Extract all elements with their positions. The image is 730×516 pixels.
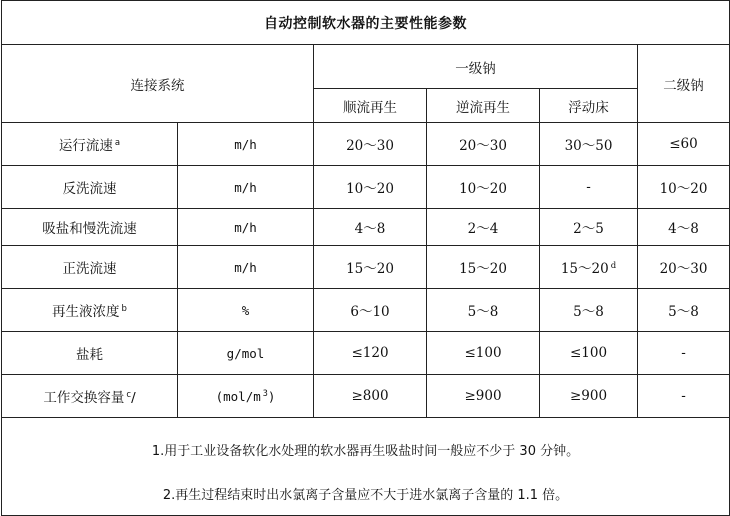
header-cocurrent-regeneration: 顺流再生: [314, 89, 427, 123]
value-cell: 4～8: [638, 209, 730, 246]
row-label: 再生液浓度 $^b$: [2, 289, 178, 332]
footnote-marker: c: [126, 390, 132, 400]
header-countercurrent-regeneration: 逆流再生: [427, 89, 540, 123]
value-cell: 15～20: [427, 246, 540, 289]
value-cell: 30～50: [540, 123, 638, 166]
unit-cell: m/h: [178, 209, 314, 246]
performance-table: [1, 0, 730, 516]
header-second-stage-sodium: 二级钠: [638, 45, 730, 123]
unit-cell: m/h: [178, 166, 314, 209]
row-label: 运行流速 $^a$: [2, 123, 178, 166]
value-cell: 5～8: [638, 289, 730, 332]
row-label: 盐耗: [2, 332, 178, 375]
header-first-stage-sodium: 一级钠: [314, 45, 638, 89]
table-title: 自动控制软水器的主要性能参数: [2, 1, 730, 45]
table-row: [2, 246, 730, 289]
row-label: 反洗流速: [2, 166, 178, 209]
row-label: 吸盐和慢洗流速: [2, 209, 178, 246]
table-row: [2, 289, 730, 332]
value-cell: 2～5: [540, 209, 638, 246]
value-cell: ≤60: [638, 123, 730, 166]
value-cell: ≤100: [427, 332, 540, 375]
footnote-marker: b: [121, 304, 127, 314]
header-connection-system: 连接系统: [2, 45, 314, 123]
unit-cell: m/h: [178, 123, 314, 166]
value-cell: 6～10: [314, 289, 427, 332]
value-cell: 2～4: [427, 209, 540, 246]
value-cell: ≤100: [540, 332, 638, 375]
note-item: 2.再生过程结束时出水氯离子含量应不大于进水氯离子含量的 1.1 倍。: [162, 487, 569, 503]
value-cell: -: [540, 166, 638, 209]
table-row: [2, 375, 730, 418]
value-cell: -: [638, 332, 730, 375]
value-cell: 20～30: [638, 246, 730, 289]
table-row: [2, 209, 730, 246]
row-label: 正洗流速: [2, 246, 178, 289]
value-cell: 20～30: [314, 123, 427, 166]
unit-cell: %: [178, 289, 314, 332]
table-row: [2, 166, 730, 209]
value-cell: -: [638, 375, 730, 418]
footnote-marker: d: [610, 261, 617, 271]
unit-cell: (mol/m $^3$): [178, 375, 314, 418]
value-cell: 5～8: [427, 289, 540, 332]
value-cell: ≤120: [314, 332, 427, 375]
unit-cell: g/mol: [178, 332, 314, 375]
value-cell: ≥900: [427, 375, 540, 418]
value-cell: 4～8: [314, 209, 427, 246]
value-cell: 20～30: [427, 123, 540, 166]
value-cell: 10～20: [638, 166, 730, 209]
unit-cell: m/h: [178, 246, 314, 289]
notes-section: [2, 418, 730, 516]
value-cell: ≥800: [314, 375, 427, 418]
value-cell: ≥900: [540, 375, 638, 418]
footnote-marker: a: [114, 138, 121, 148]
table-row: [2, 332, 730, 375]
value-cell: 10～20: [314, 166, 427, 209]
note-item: 1.用于工业设备软化水处理的软水器再生吸盐时间一般应不少于 30 分钟。: [151, 443, 580, 459]
row-label: 工作交换容量 $^c$/: [2, 375, 178, 418]
value-cell: 15～20 $^d$: [540, 246, 638, 289]
value-cell: 15～20: [314, 246, 427, 289]
value-cell: 10～20: [427, 166, 540, 209]
spec-table-container: [1, 0, 729, 516]
header-floating-bed: 浮动床: [540, 89, 638, 123]
table-row: [2, 123, 730, 166]
value-cell: 5～8: [540, 289, 638, 332]
